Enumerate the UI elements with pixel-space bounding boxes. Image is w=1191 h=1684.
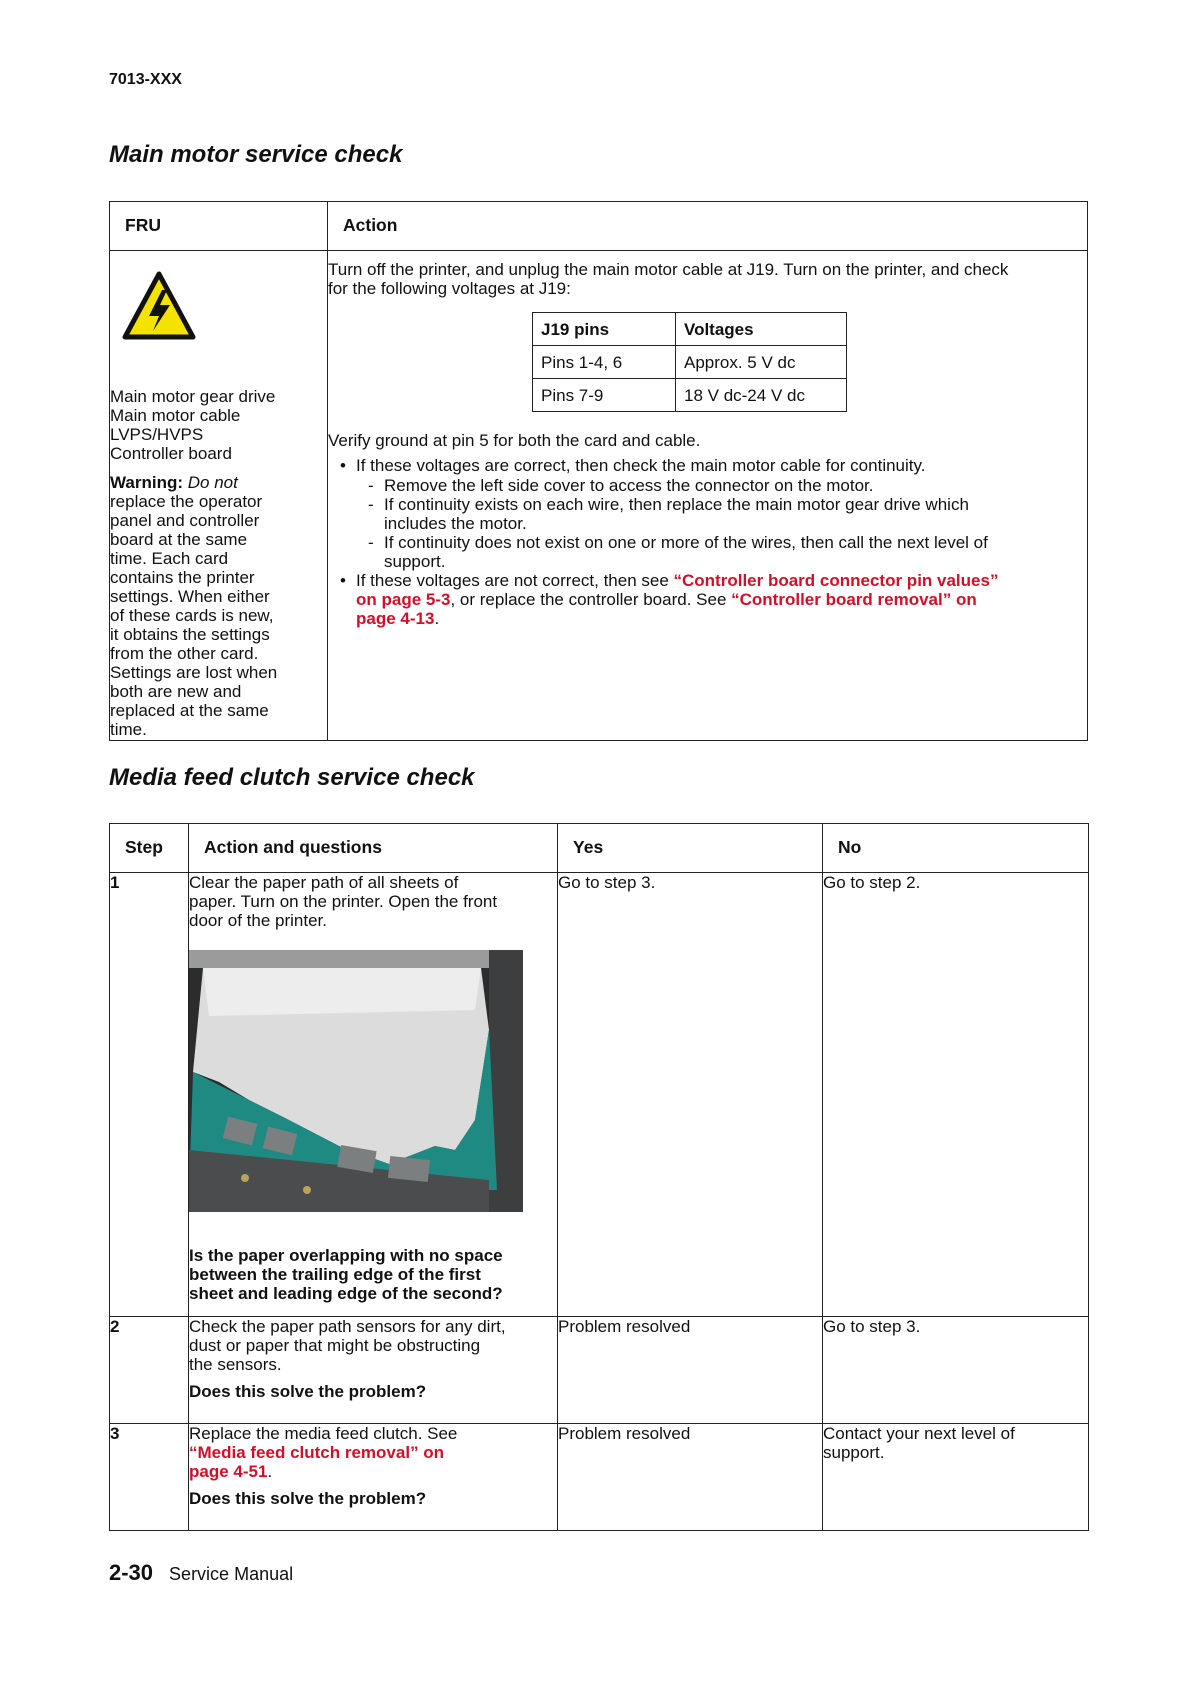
bullet-item (328, 571, 1087, 628)
controller-pin-values-link[interactable]: “Controller board connector pin values” (673, 571, 999, 590)
bullet-item (328, 456, 1087, 571)
voltage-cell: Approx. 5 V dc (676, 346, 847, 379)
bullet-text: . (434, 609, 440, 628)
warning-line: from the other card. (110, 644, 259, 663)
warning-line: replace the operator (110, 492, 263, 511)
no-answer: Go to step 2. (823, 873, 1089, 1317)
yes-answer: Go to step 3. (558, 873, 823, 1317)
warning-emphasis: Do not (187, 473, 238, 492)
fru-item: Main motor cable (110, 406, 241, 425)
step-text-line: door of the printer. (189, 911, 327, 930)
sub-item: - If continuity exists on each wire, then replace the main motor gear drive which includes the motor. (368, 495, 969, 533)
step-text-line: paper. Turn on the printer. Open the front (189, 892, 498, 911)
section-title-media-feed: Media feed clutch service check (109, 764, 475, 791)
media-feed-clutch-removal-link-page[interactable]: page 4-51 (189, 1462, 268, 1481)
step-text-line: . (267, 1462, 273, 1481)
warning-line: Settings are lost when (110, 663, 278, 682)
controller-board-removal-link[interactable]: “Controller board removal” on (731, 590, 977, 609)
step-text-line: the sensors. (189, 1355, 282, 1374)
step-action (189, 873, 558, 1317)
controller-pin-values-link-page[interactable]: on page 5-3 (356, 590, 451, 609)
step-number: 1 (110, 873, 189, 1317)
step-text-line: Replace the media feed clutch. See (189, 1424, 458, 1443)
fru-item: Controller board (110, 444, 232, 463)
step-action (189, 1317, 558, 1424)
sub-item-text: If continuity does not exist on one or more of the wires, then call the next level of (384, 533, 988, 552)
sub-list (356, 476, 1087, 571)
sub-item-text: support. (384, 552, 446, 571)
document-id: 7013-XXX (109, 71, 182, 88)
bullet-text: If these voltages are not correct, then see (356, 571, 674, 590)
page-footer (109, 1560, 293, 1586)
voltages-header: Voltages (676, 313, 847, 346)
warning-line: time. (110, 720, 147, 739)
action-cell (328, 251, 1088, 741)
warning-line: contains the printer (110, 568, 255, 587)
no-answer-line: Contact your next level of (823, 1424, 1015, 1443)
sub-item-text: Remove the left side cover to access the connector on the motor. (384, 476, 874, 495)
high-voltage-warning-icon (122, 271, 196, 341)
col-header-yes: Yes (558, 824, 823, 873)
col-header-step: Step (110, 824, 189, 873)
controller-board-removal-link-page[interactable]: page 4-13 (356, 609, 435, 628)
media-feed-table (109, 823, 1089, 1531)
warning-label: Warning: (110, 473, 184, 492)
step-number: 2 (110, 1317, 189, 1424)
step-question: Does this solve the problem? (189, 1382, 427, 1401)
step-text-line: dust or paper that might be obstructing (189, 1336, 481, 1355)
bullet-text: , or replace the controller board. See (450, 590, 732, 609)
warning-line: both are new and (110, 682, 242, 701)
main-motor-table (109, 201, 1088, 741)
media-feed-clutch-removal-link[interactable]: “Media feed clutch removal” on (189, 1443, 445, 1462)
no-answer: Go to step 3. (823, 1317, 1089, 1424)
sub-item: - Remove the left side cover to access the connector on the motor. (368, 476, 874, 495)
printer-paper-path-photo (189, 950, 523, 1212)
warning-note (110, 473, 327, 739)
verify-ground-text: Verify ground at pin 5 for both the card and cable. (328, 431, 701, 450)
question-line: sheet and leading edge of the second? (189, 1284, 503, 1303)
intro-line: Turn off the printer, and unplug the main motor cable at J19. Turn on the printer, and check (328, 260, 1009, 279)
sub-item: - If continuity does not exist on one or more of the wires, then call the next level of support. (368, 533, 988, 571)
warning-line: of these cards is new, (110, 606, 274, 625)
warning-line: it obtains the settings (110, 625, 270, 644)
bullet-marker: • (340, 456, 346, 475)
col-header-no: No (823, 824, 1089, 873)
pins-cell: Pins 1-4, 6 (533, 346, 676, 379)
manual-name: Service Manual (169, 1564, 294, 1584)
yes-answer: Problem resolved (558, 1317, 823, 1424)
question-line: between the trailing edge of the first (189, 1265, 481, 1284)
check-bullet-list (328, 456, 1087, 628)
warning-line: replaced at the same (110, 701, 269, 720)
step-question (189, 1246, 557, 1303)
col-header-action: Action (328, 202, 1088, 251)
step-text-line: Check the paper path sensors for any dirt, (189, 1317, 506, 1336)
sub-item-text: If continuity exists on each wire, then replace the main motor gear drive which (384, 495, 969, 514)
warning-line: panel and controller (110, 511, 260, 530)
fru-cell (110, 251, 328, 741)
step-action (189, 1424, 558, 1531)
fru-item: LVPS/HVPS (110, 425, 204, 444)
warning-line: board at the same (110, 530, 248, 549)
j19-pins-table (532, 312, 847, 412)
step-number: 3 (110, 1424, 189, 1531)
bullet-marker: • (340, 571, 346, 590)
col-header-fru: FRU (110, 202, 328, 251)
question-line: Is the paper overlapping with no space (189, 1246, 503, 1265)
pins-header: J19 pins (533, 313, 676, 346)
step-text-line: Clear the paper path of all sheets of (189, 873, 459, 892)
voltage-cell: 18 V dc-24 V dc (676, 379, 847, 412)
section-title-main-motor: Main motor service check (109, 141, 403, 168)
pins-cell: Pins 7-9 (533, 379, 676, 412)
bullet-text: If these voltages are correct, then check the main motor cable for continuity. (356, 456, 926, 475)
warning-line: settings. When either (110, 587, 270, 606)
fru-list (110, 387, 327, 463)
yes-answer: Problem resolved (558, 1424, 823, 1531)
col-header-action: Action and questions (189, 824, 558, 873)
no-answer-line: support. (823, 1443, 885, 1462)
fru-item: Main motor gear drive (110, 387, 276, 406)
intro-line: for the following voltages at J19: (328, 279, 571, 298)
page-number: 2-30 (109, 1560, 154, 1585)
no-answer (823, 1424, 1089, 1531)
warning-line: time. Each card (110, 549, 229, 568)
step-question: Does this solve the problem? (189, 1489, 427, 1508)
sub-item-text: includes the motor. (384, 514, 527, 533)
